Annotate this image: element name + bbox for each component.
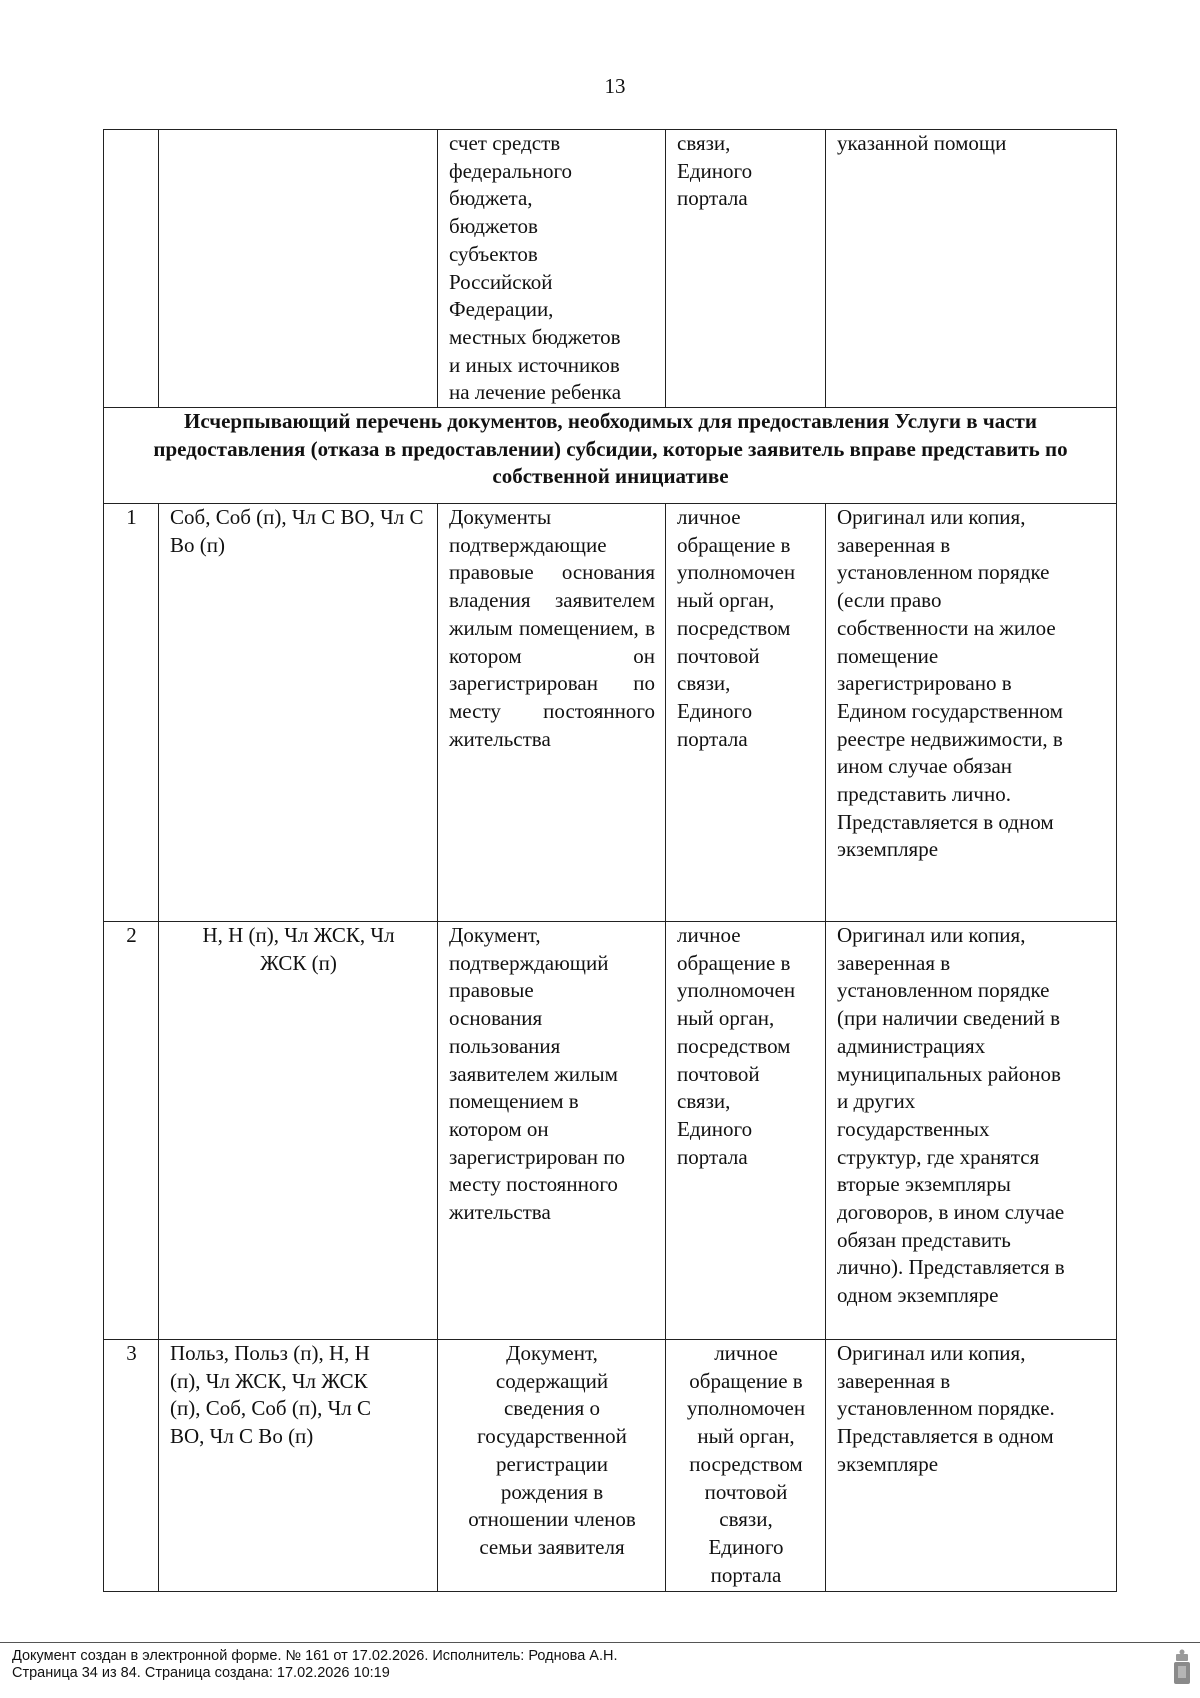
cell-requirements: Оригинал или копия, заверенная в установленном порядке (если право собственности на жилое помещение зарегистрировано в Едином государственном реестре недвижимости, в ином случае обязан представить лично. Представляется в одном экземпляре bbox=[826, 504, 1117, 922]
row-number: 3 bbox=[104, 1340, 159, 1592]
footer-line-2: Страница 34 из 84. Страница создана: 17.02.2026 10:19 bbox=[12, 1664, 390, 1681]
cell-method: личное обращение в уполномочен ный орган, посредством почтовой связи, Единого портала bbox=[666, 922, 826, 1340]
cell-requirements: Оригинал или копия, заверенная в установленном порядке. Представляется в одном экземпляре bbox=[826, 1340, 1117, 1592]
table-row-continued bbox=[104, 130, 1117, 408]
table-row bbox=[104, 504, 1117, 922]
footer-divider bbox=[0, 1642, 1200, 1643]
cell-requirements-continued: указанной помощи bbox=[826, 130, 1117, 408]
table-section-heading-row bbox=[104, 408, 1117, 504]
table-row bbox=[104, 922, 1117, 1340]
page-number: 13 bbox=[604, 74, 626, 98]
cell-applicants: Польз, Польз (п), Н, Н (п), Чл ЖСК, Чл ЖСК (п), Соб, Соб (п), Чл С ВО, Чл С Во (п) bbox=[159, 1340, 438, 1592]
table-row bbox=[104, 1340, 1117, 1592]
row-number: 1 bbox=[104, 504, 159, 922]
cell-method: личное обращение в уполномочен ный орган, посредством почтовой связи, Единого портала bbox=[666, 504, 826, 922]
cell-document-continued: счет средств федерального бюджета, бюджетов субъектов Российской Федерации, местных бюджетов и иных источников на лечение ребенка bbox=[438, 130, 666, 408]
cell-requirements: Оригинал или копия, заверенная в установленном порядке (при наличии сведений в администрациях муниципальных районов и других государственных структур, где хранятся вторые экземпляры договоров, в ином случае обязан представить лично). Представляется в одном экземпляре bbox=[826, 922, 1117, 1340]
row-number: 2 bbox=[104, 922, 159, 1340]
cell-method-continued: связи, Единого портала bbox=[666, 130, 826, 408]
cell-method: личное обращение в уполномочен ный орган, посредством почтовой связи, Единого портала bbox=[666, 1340, 826, 1592]
coat-of-arms-icon bbox=[1170, 1648, 1194, 1688]
footer bbox=[12, 1648, 618, 1681]
cell-document: Документ, содержащий сведения о государственной регистрации рождения в отношении членов семьи заявителя bbox=[438, 1340, 666, 1592]
section-heading: Исчерпывающий перечень документов, необходимых для предоставления Услуги в части предоставления (отказа в предоставлении) субсидии, которые заявитель вправе представить по собственной инициативе bbox=[104, 408, 1117, 504]
cell-applicants-empty bbox=[159, 130, 438, 408]
cell-applicants: Соб, Соб (п), Чл С ВО, Чл С Во (п) bbox=[159, 504, 438, 922]
footer-line-1: Документ создан в электронной форме. № 161 от 17.02.2026. Исполнитель: Роднова А.Н. bbox=[12, 1648, 618, 1664]
cell-document: Документ, подтверждающий правовые основания пользования заявителем жилым помещением в котором он зарегистрирован по месту постоянного жительства bbox=[438, 922, 666, 1340]
cell-document: Документы подтверждающие правовые основания владения заявителем жилым помещением, в котором он зарегистрирован по месту постоянного жительства bbox=[438, 504, 666, 922]
documents-table bbox=[103, 129, 1117, 1592]
cell-applicants: Н, Н (п), Чл ЖСК, Чл ЖСК (п) bbox=[159, 922, 438, 1340]
cell-number-empty bbox=[104, 130, 159, 408]
